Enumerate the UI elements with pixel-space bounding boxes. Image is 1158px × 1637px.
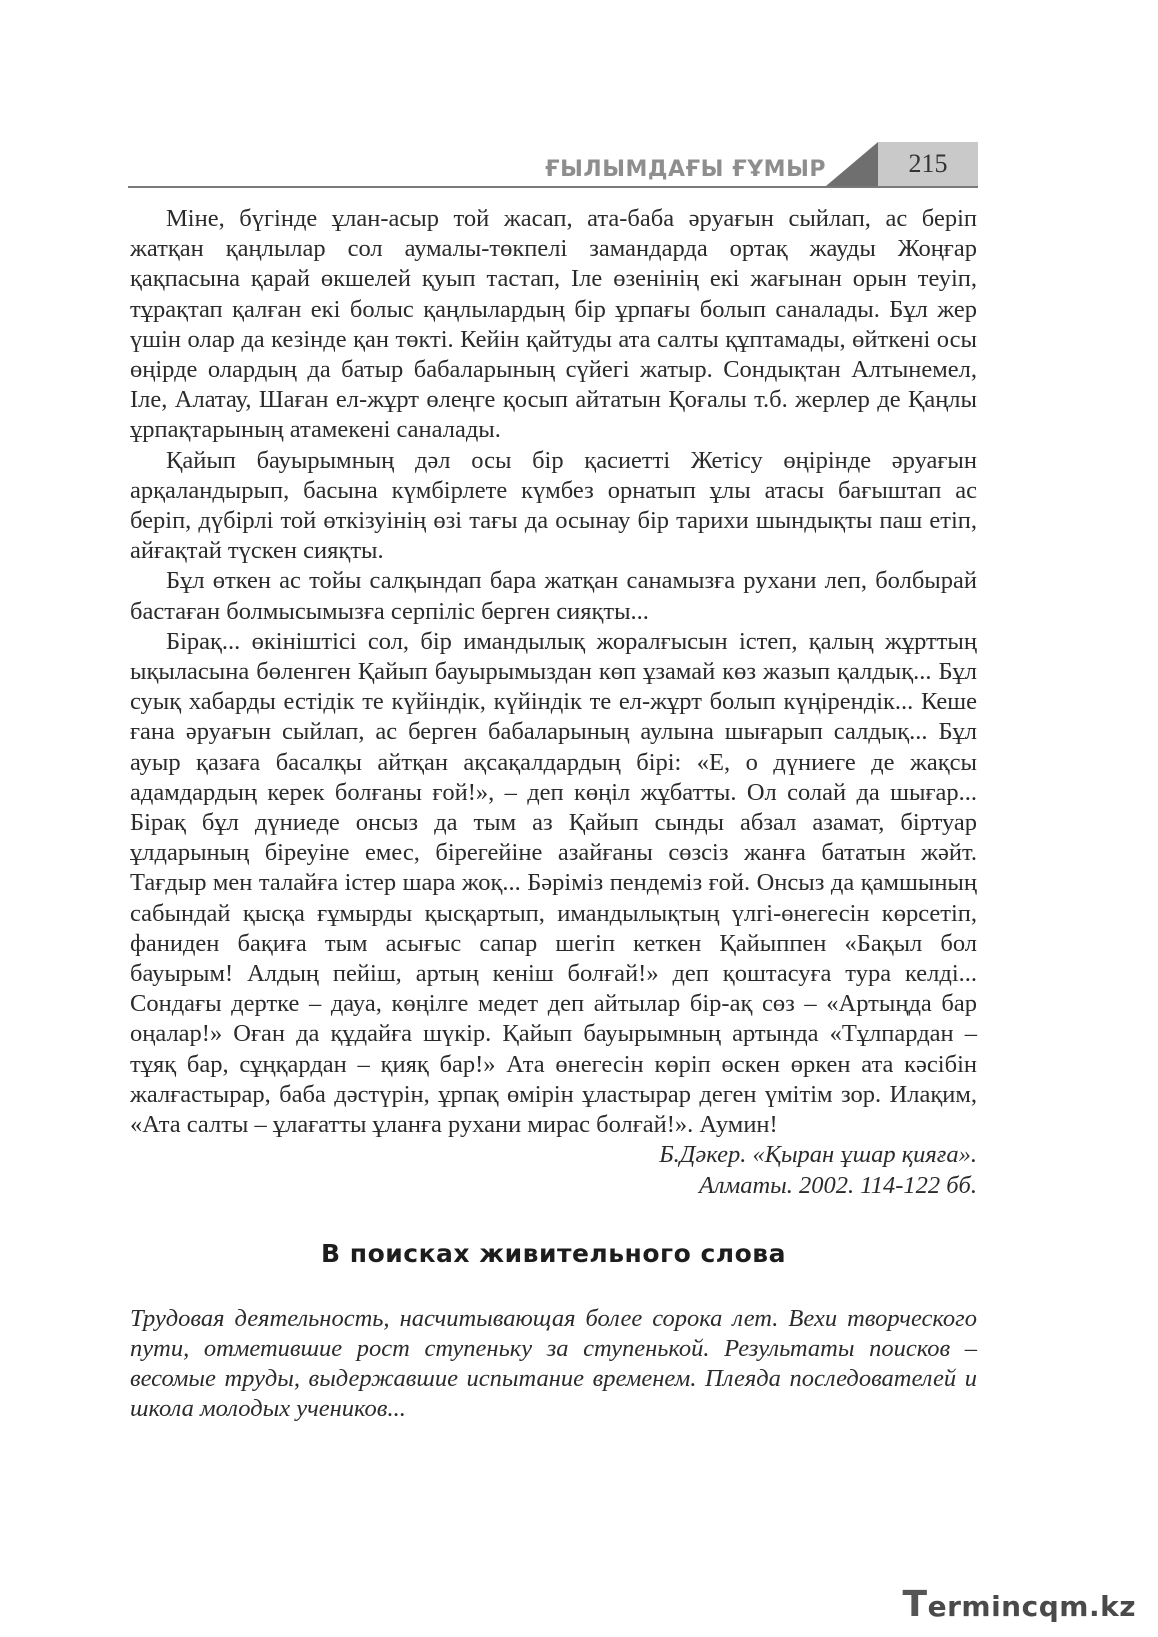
citation-line-1: Б.Дәкер. «Қыран ұшар қияға». — [659, 1141, 977, 1169]
paragraph: Міне, бүгінде ұлан-асыр той жасап, ата-баба әруағын сыйлап, ас беріп жатқан қаңлылар сол аумалы-төкпелі замандарда ортақ жауды Жоңғар қақпасына қарай өкшелей қуып тастап, Іле өзенінің екі жағынан орын теуіп, тұрақтап қалған екі болыс қаңлылардың бір ұрпағы болып саналады. Бұл жер үшін олар да кезінде қан төкті. Кейін қайтуды ата салты құптамады, өйткені осы өңірде олардың да батыр бабаларының сүйегі жатыр. Сондықтан Алтынемел, Іле, Алатау, Шаған ел-жұрт өлеңге қосып айтатын Қоғалы т.б. жерлер де Қаңлы ұрпақтарының атамекені саналады. — [130, 205, 977, 444]
section-title: В поисках живительного слова — [321, 1238, 786, 1268]
paragraph: Қайып бауырымның дәл осы бір қасиетті Жетісу өңірінде әруағын арқаландырып, басына күмбірлете күмбез орнатып ұлы атасы бағыштап ас беріп, дүбірлі той өткізуінің өзі тағы да осынау бір тарихи шындықты паш етіп, айғақтай түскен сияқты. — [130, 446, 977, 565]
section-lead: Трудовая деятельность, насчитывающая более сорока лет. Вехи творческого пути, отметившие рост ступеньку за ступенькой. Результаты поисков – весомые труды, выдержавшие испытание временем. Плеяда последователей и школа молодых учеников... — [130, 1304, 977, 1423]
header-title: ҒЫЛЫМДАҒЫ ҒҰМЫР — [545, 157, 826, 182]
watermark-part: erminc — [927, 1590, 1039, 1623]
watermark-domain: m.kz — [1059, 1590, 1136, 1623]
citation-line-2: Алматы. 2002. 114-122 бб. — [698, 1171, 977, 1199]
header-rule — [128, 186, 978, 188]
watermark-logo — [903, 1584, 1136, 1625]
header-wedge-decoration — [826, 142, 878, 186]
page-content — [130, 204, 977, 1425]
page-number: 215 — [878, 142, 978, 186]
running-header — [128, 138, 978, 188]
watermark-t: T — [902, 1584, 928, 1625]
paragraph: Бірақ... өкініштісі сол, бір имандылық жоралғысын істеп, қалың жұрттың ықыласына бөленген Қайып бауырымыздан көп ұзамай көз жазып қалдық... Бұл суық хабарды естідік те күйіндік, күйіндік те ел-жұрт болып күңірендік... Кеше ғана әруағын сыйлап, ас берген бабаларының аулына шығарып салдық... Бұл ауыр қазаға басалқы айтқан ақсақалдардың бірі: «Е, о дүниеге де жақсы адамдардың керек болғаны ғой!», – деп көңіл жұбатты. Ол солай да шығар... Бірақ бұл дүниеде онсыз да тым аз Қайып сынды абзал азамат, біртуар ұлдарының біреуіне емес, бірегейіне азайғаны сөзсіз жанға бататын жәйт. Тағдыр мен талайға істер шара жоқ... Бәріміз пендеміз ғой. Онсыз да қамшының сабындай қысқа ғұмырды қысқартып, имандылықтың үлгі-өнегесін көрсетіп, фаниден бақиға тым асығыс сапар шегіп кеткен Қайыппен «Бақыл бол бауырым! Алдың пейіш, артың кеніш болғай!» деп қоштасуға тура келді... Сондағы дертке – дауа, көңілге медет деп айтылар бір-ақ сөз – «Артыңда бар оңалар!» Оған да құдайға шүкір. Қайып бауырымның артында «Тұлпардан – тұяқ бар, сұңқардан – қияқ бар!» Ата өнегесін көріп өскен өркен ата кәсібін жалғастырар, баба дәстүрін, ұрпақ өмірін ұластырар деген үмітім зор. Илақим, «Ата салты – ұлағатты ұланға рухани мирас болғай!». Аумин! — [130, 627, 977, 1139]
watermark-search-icon: q — [1038, 1590, 1060, 1623]
paragraph: Бұл өткен ас тойы салқындап бара жатқан санамызға рухани леп, болбырай бастаған болмысымызға серпіліс берген сияқты... — [130, 567, 977, 625]
